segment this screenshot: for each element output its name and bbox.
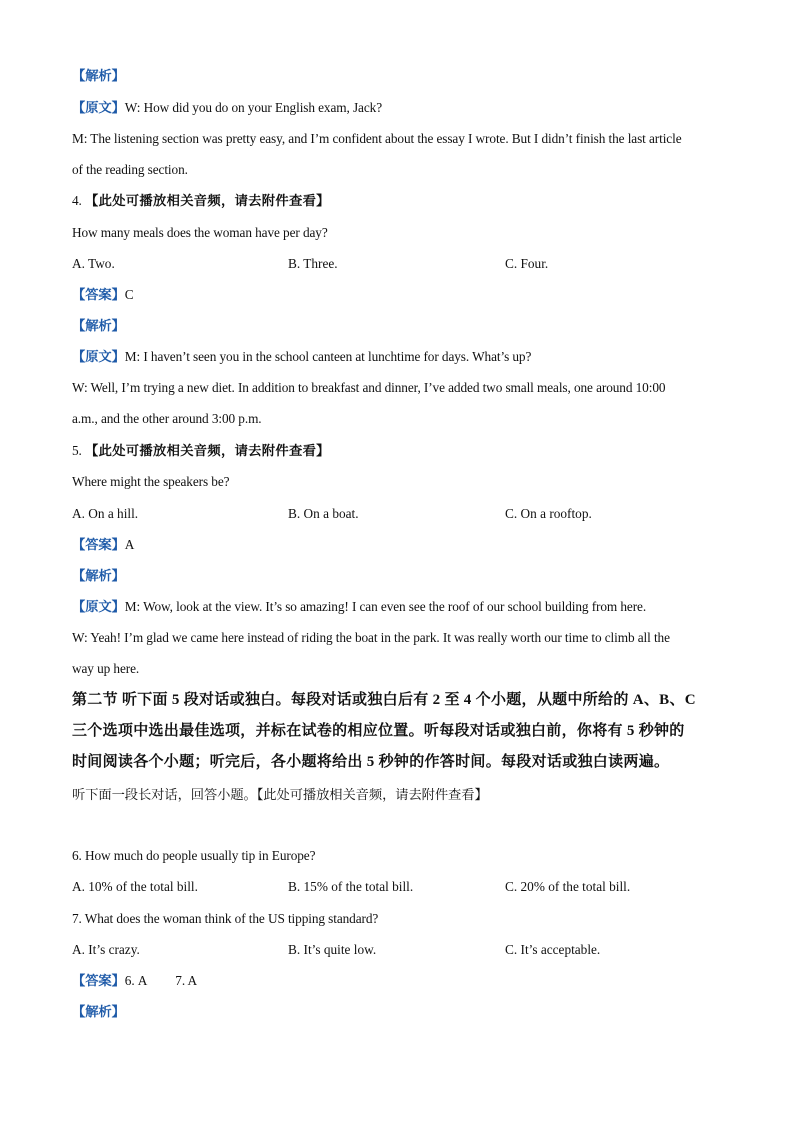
question-text: How many meals does the woman have per day? — [72, 225, 328, 240]
question-text: 6. How much do people usually tip in Europe? — [72, 848, 316, 863]
option-a: A. On a hill. — [72, 506, 139, 521]
answer-line — [72, 973, 197, 989]
answer-value: 6. A — [124, 973, 148, 988]
analysis-label: 【解析】 — [72, 1004, 125, 1019]
analysis-label: 【解析】 — [72, 68, 125, 83]
option-b: B. 15% of the total bill. — [288, 879, 414, 894]
audio-note: 【此处可播放相关音频，请去附件查看】 — [85, 443, 330, 458]
section-instruction: 听下面一段长对话，回答小题。【此处可播放相关音频，请去附件查看】 — [72, 787, 488, 802]
section-heading-line: 第二节 听下面 5 段对话或独白。每段对话或独白后有 2 至 4 个小题，从题中所给的 A、B、C — [72, 692, 696, 708]
transcript-text: M: I haven’t seen you in the school canteen at lunchtime for days. What’s up? — [124, 349, 532, 364]
option-b: B. It’s quite low. — [288, 942, 377, 957]
option-c: C. 20% of the total bill. — [505, 879, 631, 894]
question-header — [72, 193, 330, 209]
transcript-text: M: Wow, look at the view. It’s so amazing! I can even see the roof of our school building from here. — [124, 599, 647, 614]
option-a: A. Two. — [72, 256, 115, 271]
transcript-line: a.m., and the other around 3:00 p.m. — [72, 411, 262, 426]
transcript-line — [72, 100, 382, 116]
transcript-line: way up here. — [72, 661, 140, 676]
analysis-label: 【解析】 — [72, 568, 125, 583]
answer-label: 【答案】 — [72, 287, 125, 302]
option-b: B. Three. — [288, 256, 338, 271]
option-a: A. 10% of the total bill. — [72, 879, 198, 894]
analysis-label: 【解析】 — [72, 318, 125, 333]
section-heading-line: 时间阅读各个小题；听完后，各小题将给出 5 秒钟的作答时间。每段对话或独白读两遍。 — [72, 754, 670, 770]
transcript-line: of the reading section. — [72, 162, 188, 177]
audio-note: 【此处可播放相关音频，请去附件查看】 — [85, 193, 330, 208]
transcript-line: M: The listening section was pretty easy, and I’m confident about the essay I wrote. But I didn’t finish the last article — [72, 131, 682, 146]
transcript-line: W: Yeah! I’m glad we came here instead of riding the boat in the park. It was really worth our time to climb all the — [72, 630, 670, 645]
section-heading-line: 三个选项中选出最佳选项，并标在试卷的相应位置。听每段对话或独白前，你将有 5 秒钟的 — [72, 723, 685, 739]
question-text: 7. What does the woman think of the US tipping standard? — [72, 911, 379, 926]
option-b: B. On a boat. — [288, 506, 359, 521]
option-c: C. It’s acceptable. — [505, 942, 601, 957]
answer-label: 【答案】 — [72, 973, 125, 988]
transcript-line — [72, 349, 531, 365]
answer-label: 【答案】 — [72, 537, 125, 552]
question-header — [72, 443, 330, 459]
answer-line — [72, 287, 134, 303]
transcript-label: 【原文】 — [72, 100, 125, 115]
transcript-label: 【原文】 — [72, 349, 125, 364]
option-c: C. On a rooftop. — [505, 506, 592, 521]
transcript-text: W: How did you do on your English exam, Jack? — [124, 100, 383, 115]
answer-line — [72, 537, 134, 553]
question-text: Where might the speakers be? — [72, 474, 230, 489]
question-number: 4. — [72, 193, 82, 208]
option-a: A. It’s crazy. — [72, 942, 140, 957]
answer-value: C — [124, 287, 134, 302]
transcript-label: 【原文】 — [72, 599, 125, 614]
answer-value: 7. A — [175, 973, 198, 988]
question-number: 5. — [72, 443, 82, 458]
option-c: C. Four. — [505, 256, 549, 271]
transcript-line: W: Well, I’m trying a new diet. In addition to breakfast and dinner, I’ve added two small meals, one around 10:00 — [72, 380, 666, 395]
answer-value: A — [124, 537, 135, 552]
transcript-line — [72, 599, 646, 615]
